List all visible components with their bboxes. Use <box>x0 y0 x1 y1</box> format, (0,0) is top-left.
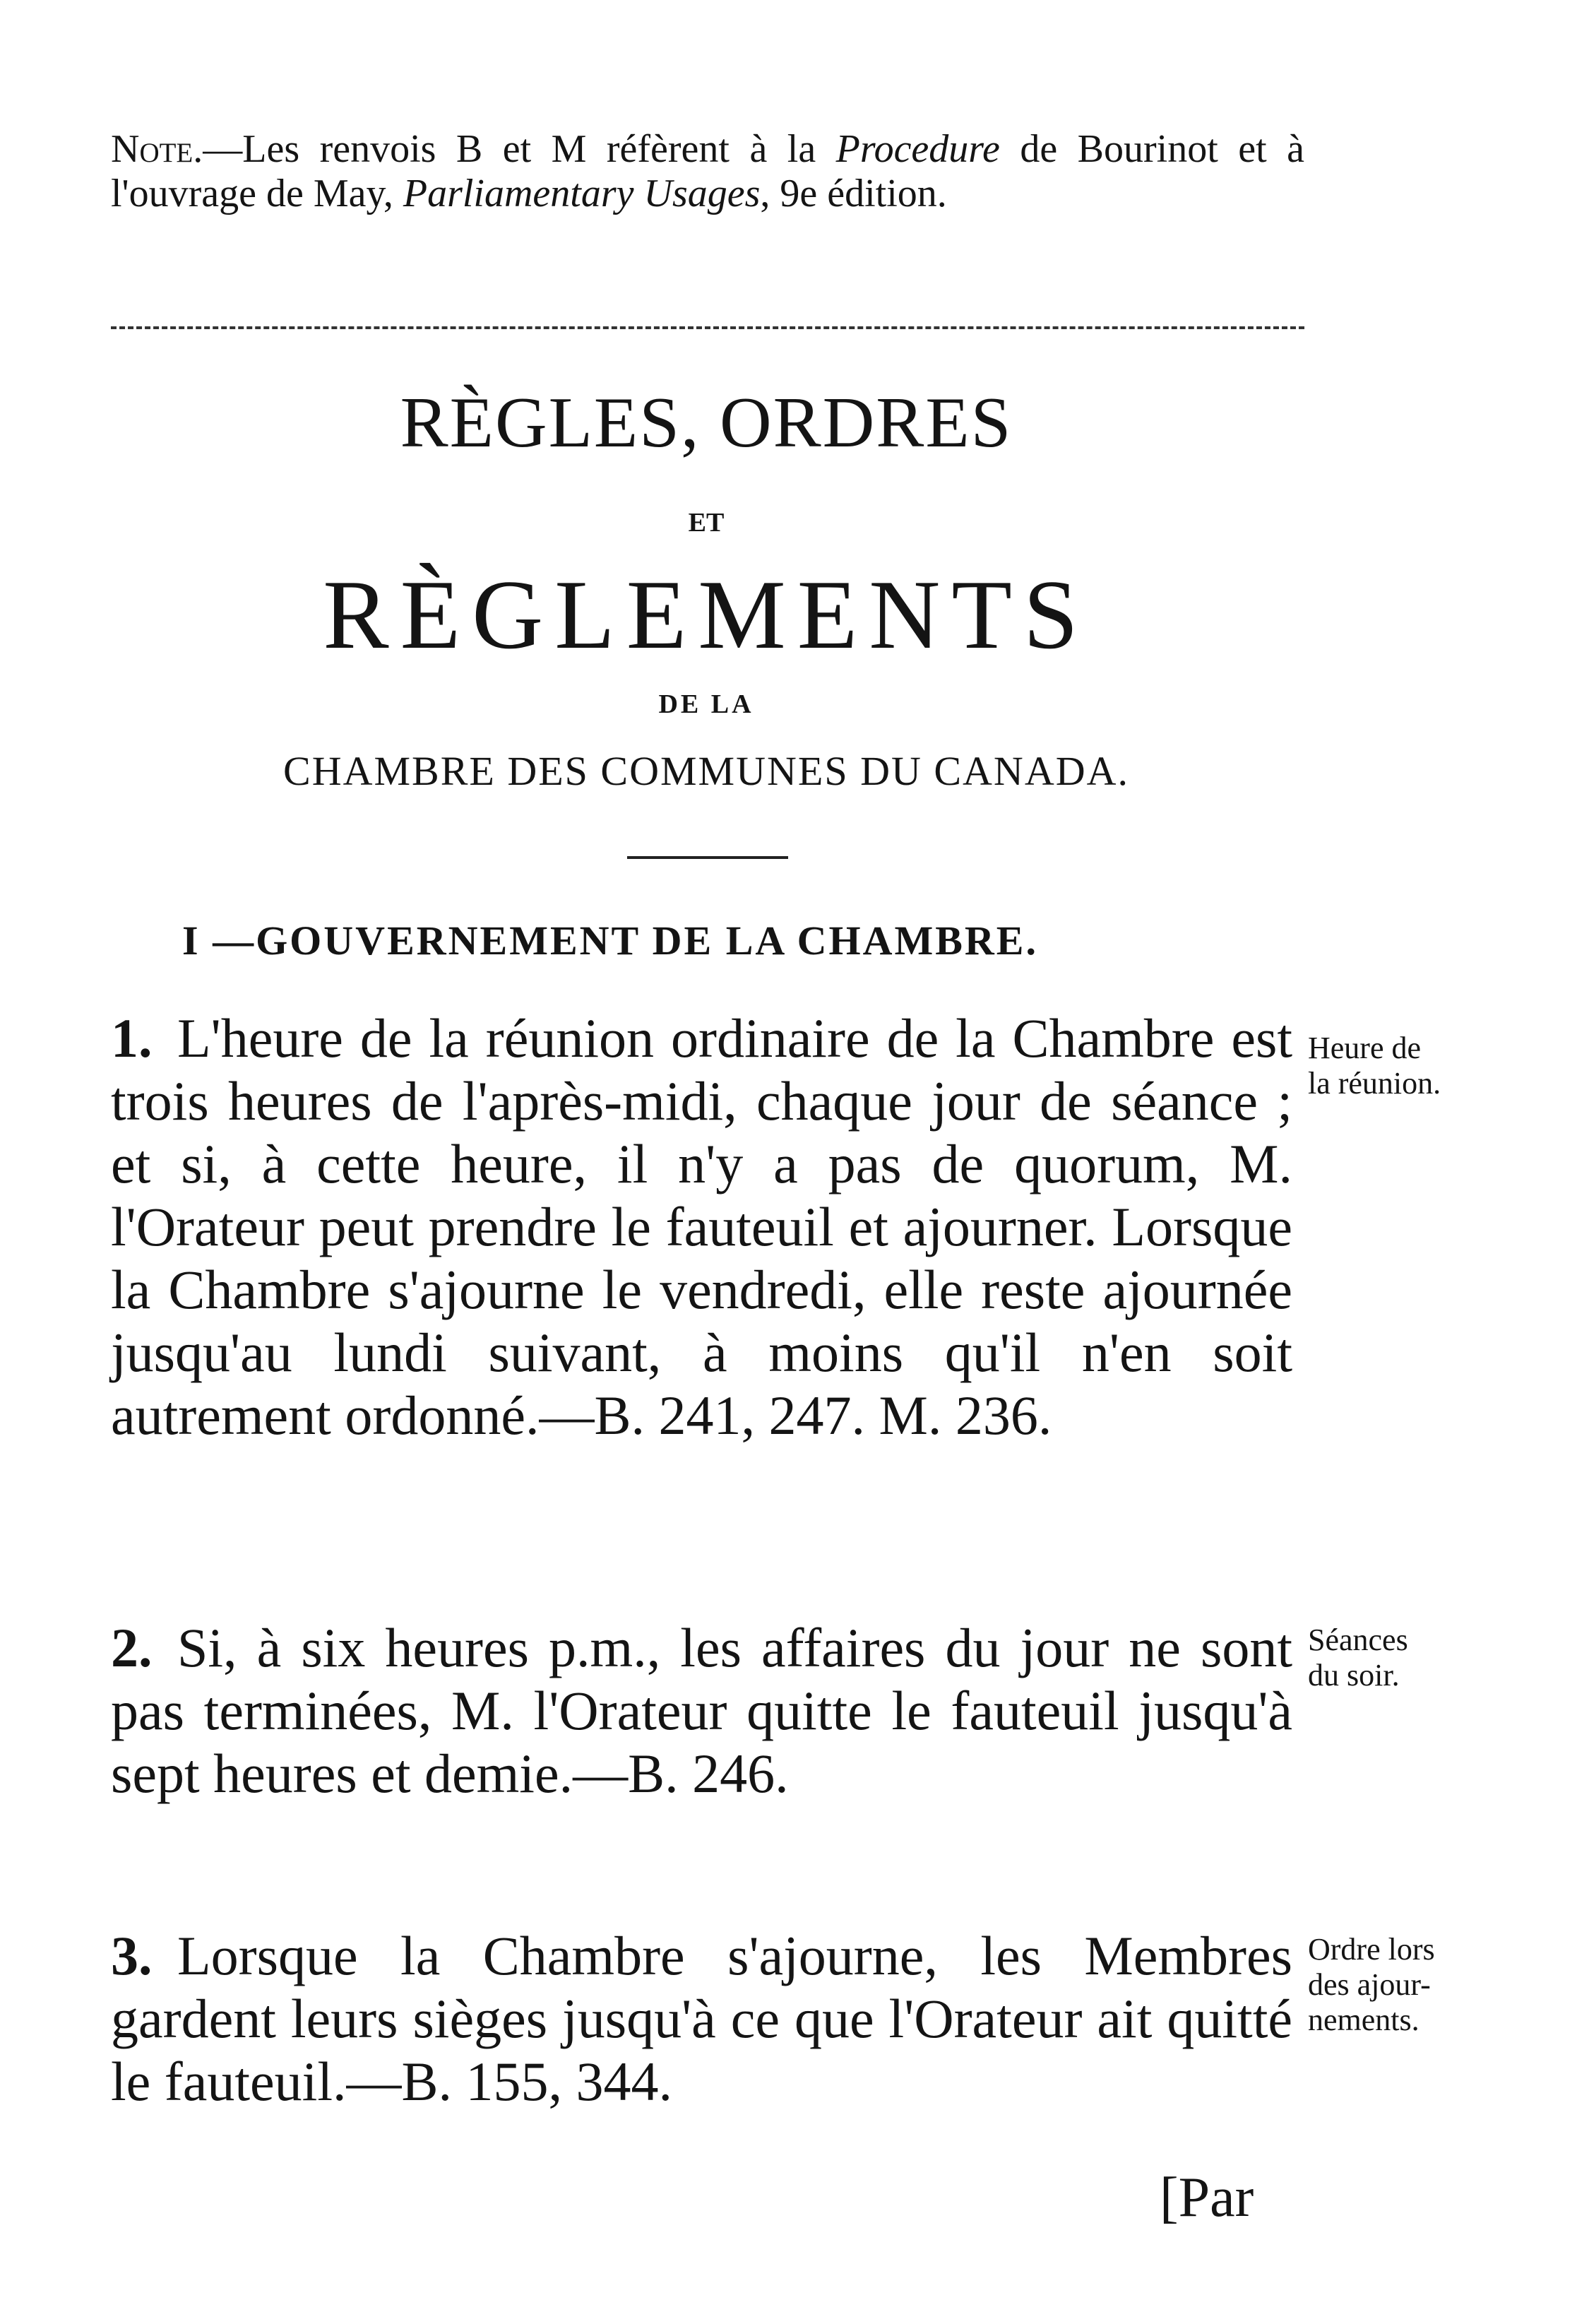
rule-2-margin-line-2: du soir. <box>1308 1658 1400 1692</box>
rule-2-text: Si, à six heures p.m., les affaires du jour ne sont pas terminées, M. l'Orateur quitte le fauteuil jusqu'à sept heures et demie.—B. 246. <box>111 1617 1292 1804</box>
title-et: ET <box>688 508 725 538</box>
dashed-divider <box>111 326 1304 329</box>
note-parliamentary-usages: Parliamentary Usages <box>403 172 761 215</box>
short-divider <box>627 856 788 859</box>
note-text-a: —Les renvois B et M réfèrent à la <box>203 127 836 171</box>
note-label: Note. <box>111 127 203 171</box>
rule-2 <box>111 1616 1292 1805</box>
title-de-la: DE LA <box>658 689 754 719</box>
note-text-b: de Bourinot et à l'ouvrage de May, <box>111 127 1304 215</box>
title-line-3: CHAMBRE DES COMMUNES DU CANADA. <box>283 748 1129 794</box>
editorial-note <box>111 127 1304 216</box>
rule-3-margin-line-1: Ordre lors <box>1308 1932 1435 1967</box>
rule-1-text: L'heure de la réunion ordinaire de la Chambre est trois heures de l'après-midi, chaque jour de séance ; et si, à cette heure, il n'y a pas de quorum, M. l'Orateur peut prendre le fauteuil et ajourner. Lorsque la Chambre s'ajourne le vendredi, elle reste ajournée jusqu'au lundi suivant, à moins qu'il n'en soit autrement ordonné.—B. 241, 247. M. 236. <box>111 1007 1292 1446</box>
rule-1-margin-line-2: la réunion. <box>1308 1066 1441 1101</box>
rule-1-margin-note <box>1308 1031 1527 1101</box>
title-line-1: RÈGLES, ORDRES <box>400 383 1013 463</box>
rule-1-margin-line-1: Heure de <box>1308 1031 1422 1065</box>
catchword: [Par <box>1160 2166 1254 2229</box>
rule-1 <box>111 1007 1292 1447</box>
rule-2-margin-note <box>1308 1623 1527 1693</box>
rule-3-margin-note <box>1308 1932 1527 2038</box>
rule-2-margin-line-1: Séances <box>1308 1623 1408 1657</box>
note-procedure: Procedure <box>835 127 1000 171</box>
rule-3-margin-line-2: des ajour- <box>1308 1967 1431 2002</box>
rule-3-margin-line-3: nements. <box>1308 2003 1420 2037</box>
section-heading: I —GOUVERNEMENT DE LA CHAMBRE. <box>182 918 1038 964</box>
rule-1-number: 1. <box>111 1007 153 1069</box>
title-line-2: RÈGLEMENTS <box>323 560 1090 670</box>
rule-3-number: 3. <box>111 1925 153 1986</box>
rule-3-text: Lorsque la Chambre s'ajourne, les Membres gardent leurs sièges jusqu'à ce que l'Orateur ait quitté le fauteuil.—B. 155, 344. <box>111 1925 1292 2112</box>
rule-3 <box>111 1924 1292 2113</box>
rule-2-number: 2. <box>111 1617 153 1678</box>
note-text-c: , 9e édition. <box>760 172 947 215</box>
